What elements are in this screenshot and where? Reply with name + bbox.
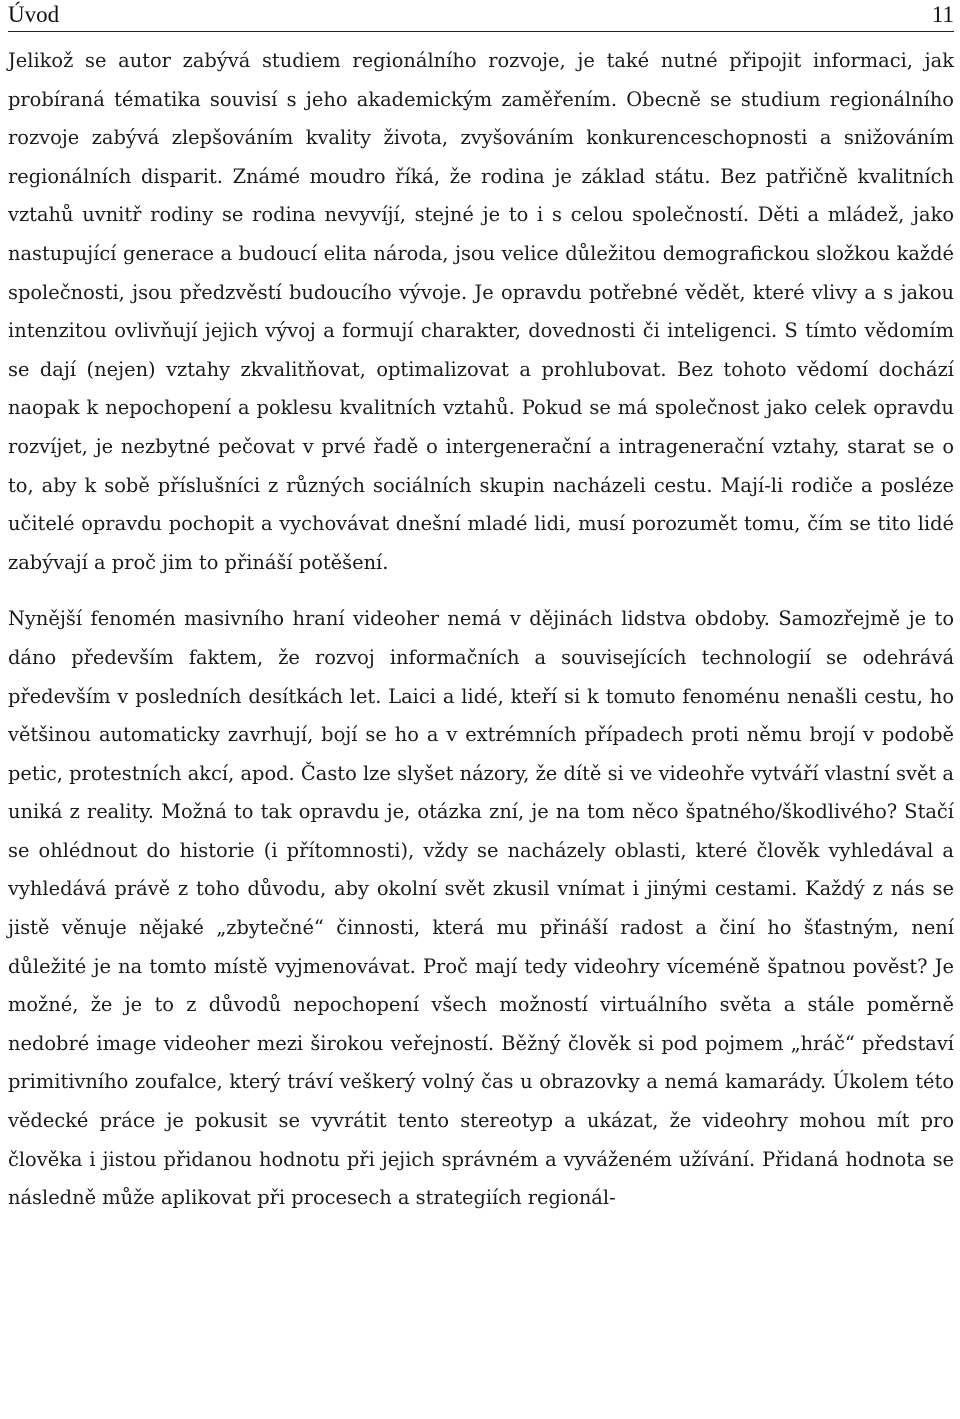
- body-text: [8, 42, 954, 1218]
- section-title: Úvod: [8, 2, 60, 27]
- paragraph-regional-development: Jelikož se autor zabývá studiem regionálního rozvoje, je také nutné připojit informaci, jak probíraná tématika souvisí s jeho akademickým zaměřením. Obecně se studium regionálního rozvoje zabývá zlepšováním kvality života, zvyšováním konkurenceschopnosti a snižováním regionálních disparit. Známé moudro říká, že rodina je základ státu. Bez patřičně kvalitních vztahů uvnitř rodiny se rodina nevyvíjí, stejné je to i s celou společností. Děti a mládež, jako nastupující generace a budoucí elita národa, jsou velice důležitou demografickou složkou každé společnosti, jsou předzvěstí budoucího vývoje. Je opravdu potřebné vědět, které vlivy a s jakou intenzitou ovlivňují jejich vývoj a formují charakter, dovednosti či inteligenci. S tímto vědomím se dají (nejen) vztahy zkvalitňovat, optimalizovat a prohlubovat. Bez tohoto vědomí dochází naopak k nepochopení a poklesu kvalitních vztahů. Pokud se má společnost jako celek opravdu rozvíjet, je nezbytné pečovat v prvé řadě o intergenerační a intragenerační vztahy, starat se o to, aby k sobě příslušníci z různých sociálních skupin nacházeli cestu. Mají-li rodiče a posléze učitelé opravdu pochopit a vychovávat dnešní mladé lidi, musí porozumět tomu, čím se tito lidé zabývají a proč jim to přináší potěšení.: [8, 49, 954, 574]
- paragraph-videogames-phenomenon: Nynější fenomén masivního hraní videoher nemá v dějinách lidstva obdoby. Samozřejmě je to dáno především faktem, že rozvoj informačních a souvisejících technologií se odehrává především v posledních desítkách let. Laici a lidé, kteří si k tomuto fenoménu nenašli cestu, ho většinou automaticky zavrhují, bojí se ho a v extrémních případech proti němu brojí v podobě petic, protestních akcí, apod. Často lze slyšet názory, že dítě si ve videohře vytváří vlastní svět a uniká z reality. Možná to tak opravdu je, otázka zní, je na tom něco špatného/škodlivého? Stačí se ohlédnout do historie (i přítomnosti), vždy se nacházely oblasti, které člověk vyhledával a vyhledává právě z toho důvodu, aby okolní svět zkusil vnímat i jinými cestami. Každý z nás se jistě věnuje nějaké „zbytečné“ činnosti, která mu přináší radost a činí ho šťastným, není důležité je na tomto místě vyjmenovávat. Proč mají tedy videohry víceméně špatnou pověst? Je možné, že je to z důvodů nepochopení všech možností virtuálního světa a stále poměrně nedobré image videoher mezi širokou veřejností. Běžný člověk si pod pojmem „hráč“ představí primitivního zoufalce, který tráví veškerý volný čas u obrazovky a nemá kamarády. Úkolem této vědecké práce je pokusit se vyvrátit tento stereotyp a ukázat, že videohry mohou mít pro člověka i jistou přidanou hodnotu při jejich správném a vyváženém užívání. Přidaná hodnota se následně může aplikovat při procesech a strategiích regionál-: [8, 607, 954, 1210]
- page-number: 11: [931, 2, 954, 27]
- running-header: [8, 0, 954, 32]
